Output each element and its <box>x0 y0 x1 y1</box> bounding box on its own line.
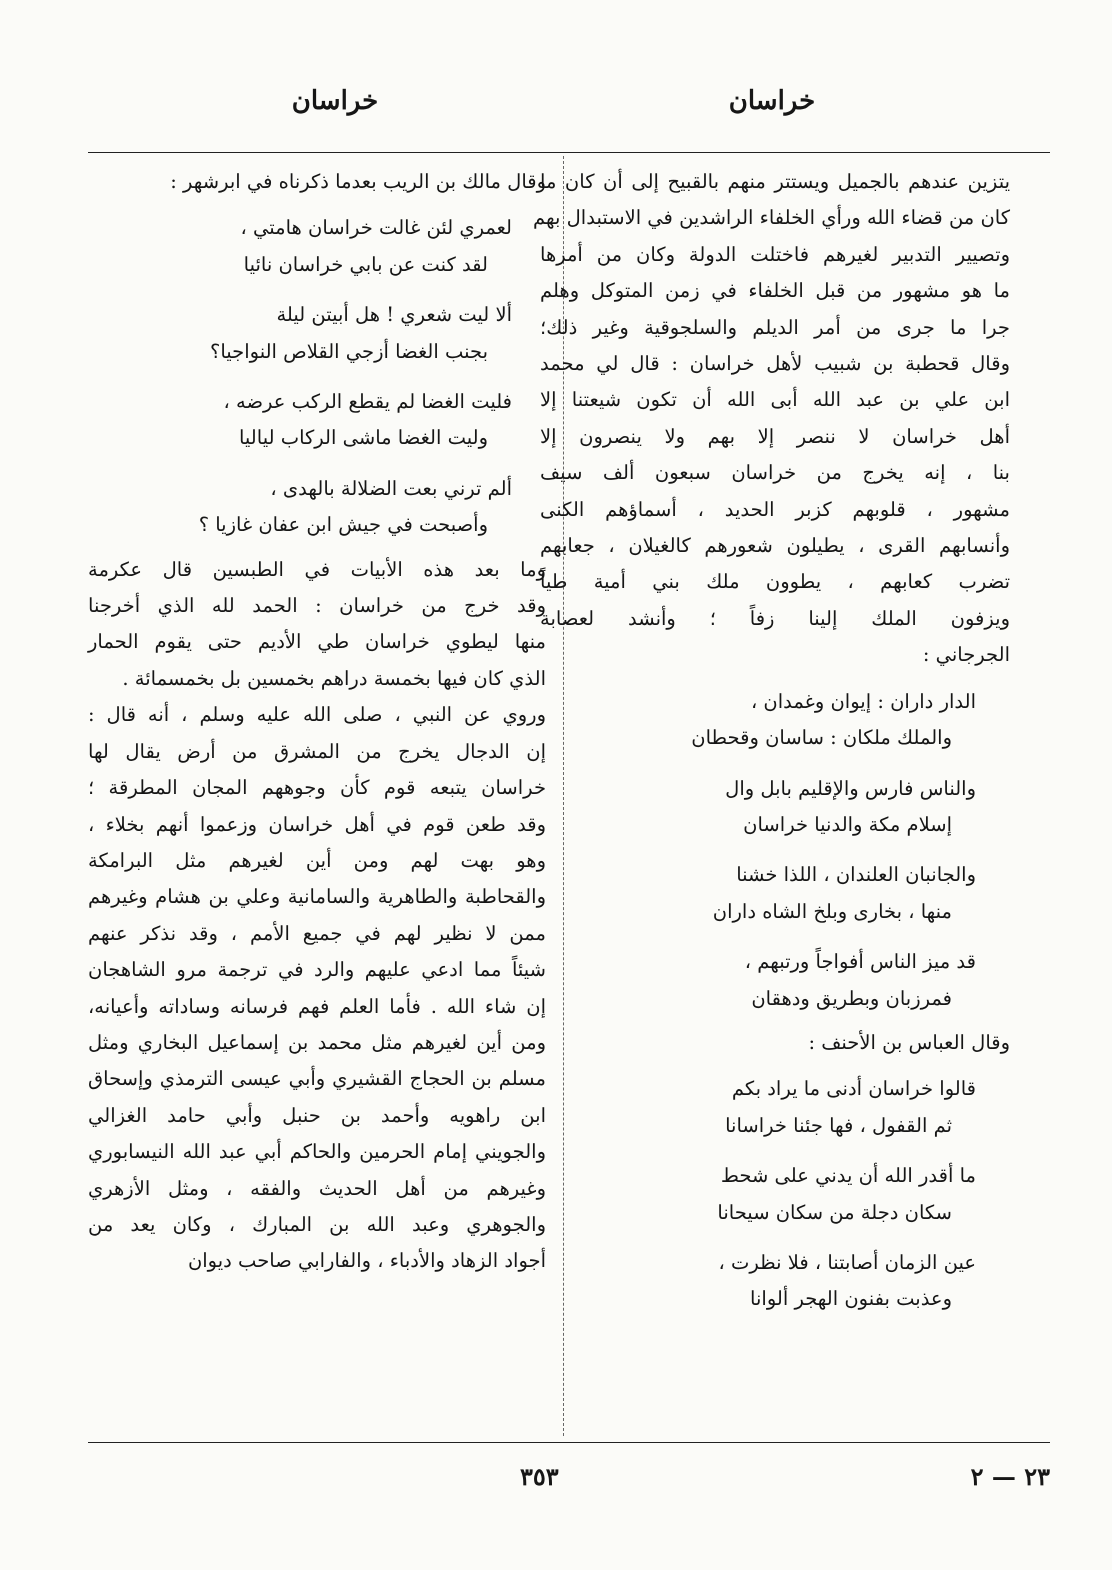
right-column <box>533 164 1010 1326</box>
text-line: كان من قضاء الله ورأي الخلفاء الراشدين في الاستبدال بهم <box>533 206 1010 230</box>
text-line: ابن علي بن عبد الله أبى الله أن تكون شيعتنا إلا <box>540 388 1010 412</box>
header-rule <box>88 152 1050 153</box>
text-line: تضرب كعابهم ، يطوون ملك بني أمية طياً <box>540 570 1010 594</box>
verse-hemistich: ثم القفول ، فها جئنا خراسانا <box>725 1113 952 1137</box>
verse-hemistich: والجانبان العلندان ، اللذا خشنا <box>736 863 976 887</box>
verse-hemistich: لقد كنت عن بابي خراسان نائيا <box>243 252 488 276</box>
text-line: مسلم بن الحجاج القشيري وأبي عيسى الترمذي وإسحاق <box>88 1067 546 1091</box>
text-line: خراسان يتبعه قوم كأن وجوههم المجان المطرقة ؛ <box>88 776 546 800</box>
text-line: وقال العباس بن الأحنف : <box>808 1030 1010 1054</box>
text-line: وأنسابهم القرى ، يطيلون شعورهم كالغيلان ، جعابهم <box>540 534 1010 558</box>
text-line: وتصيير التدبير لغيرهم فاختلت الدولة وكان من أمرها <box>540 242 1010 266</box>
prose-paragraph <box>88 697 546 1280</box>
poem-intro <box>88 164 546 200</box>
text-line: ابن راهويه وأحمد بن حنبل وأبي حامد الغزالي <box>88 1103 546 1127</box>
text-line: وغيرهم من أهل الحديث والفقه ، ومثل الأزهري <box>88 1176 546 1200</box>
text-line: مشهور ، قلوبهم كزبر الحديد ، أسماؤهم الكنى <box>540 497 1010 521</box>
text-line: وقد خرج من خراسان : الحمد لله الذي أخرجنا <box>88 594 546 618</box>
text-line: وما بعد هذه الأبيات في الطبسين قال عكرمة <box>88 557 546 581</box>
verse-hemistich: ما أقدر الله أن يدني على شحط <box>720 1164 976 1188</box>
verse-hemistich: لعمري لئن غالت خراسان هامتي ، <box>240 216 512 240</box>
text-line: وهو بهت لهم ومن أين لغيرهم مثل البرامكة <box>88 848 546 872</box>
prose-paragraph <box>88 552 546 698</box>
text-line: أهل خراسان لا ننصر إلا بهم ولا ينصرون إلا <box>540 424 1010 448</box>
text-line: بنا ، إنه يخرج من خراسان سبعون ألف سيف <box>540 461 1010 485</box>
text-line: والقحاطبة والطاهرية والسامانية وعلي بن هشام وغيرهم <box>88 885 546 909</box>
text-line: وقد طعن قوم في أهل خراسان وزعموا أنهم بخلاء ، <box>88 812 546 836</box>
verse-hemistich: وأصبحت في جيش ابن عفان غازيا ؟ <box>198 513 488 537</box>
verse-hemistich: فمرزبان وبطريق ودهقان <box>751 986 952 1010</box>
signature-mark: ٢٣ — ٢ <box>970 1462 1050 1491</box>
text-line: ممن لا نظير لهم في جميع الأمم ، وقد نذكر عنهم <box>88 921 546 945</box>
poem-block <box>88 200 546 551</box>
text-line: وقال قحطبة بن شبيب لأهل خراسان : قال لي محمد <box>540 352 1010 376</box>
text-line: إن شاء الله . فأما العلم فهم فرسانه وساداته وأعيانه، <box>88 994 546 1018</box>
text-line: والجوهري وعبد الله بن المبارك ، وكان يعد من <box>88 1212 546 1236</box>
text-line: الذي كان فيها بخمسة دراهم بخمسين بل بخمسمائة . <box>122 666 546 690</box>
text-line: والجويني إمام الحرمين والحاكم أبي عبد الله النيسابوري <box>88 1140 546 1164</box>
page-number: ٣٥٣ <box>520 1462 559 1491</box>
text-line: وروي عن النبي ، صلى الله عليه وسلم ، أنه قال : <box>88 703 546 727</box>
text-line: يتزين عندهم بالجميل ويستتر منهم بالقبيح إلى أن كان ما <box>540 170 1010 193</box>
verse-hemistich: والملك ملكان : ساسان وقحطان <box>691 726 952 750</box>
text-line: منها ليطوي خراسان طي الأديم حتى يقوم الحمار <box>88 630 546 654</box>
verse-hemistich: الدار داران : إيوان وغمدان ، <box>750 689 976 713</box>
running-head-left: خراسان <box>291 86 379 116</box>
verse-hemistich: بجنب الغضا أزجي القلاص النواجيا؟ <box>210 339 488 363</box>
verse-hemistich: قالوا خراسان أدنى ما يراد بكم <box>731 1077 976 1101</box>
text-line: ما هو مشهور من قبل الخلفاء في زمن المتوكل وهلم <box>540 279 1010 303</box>
text-line: ومن أين لغيرهم مثل محمد بن إسماعيل البخاري ومثل <box>88 1030 546 1054</box>
text-line: شيئاً مما ادعي عليهم والرد في ترجمة مرو الشاهجان <box>88 958 546 982</box>
verse-hemistich: ألا ليت شعري ! هل أبيتن ليلة <box>276 303 512 327</box>
text-line: أجواد الزهاد والأدباء ، والفارابي صاحب ديوان <box>187 1249 546 1273</box>
poem-intro <box>540 1025 1010 1061</box>
footer-rule <box>88 1442 1050 1443</box>
verse-hemistich: والناس فارس والإقليم بابل وال <box>725 776 976 800</box>
text-line: جرا ما جرى من أمر الديلم والسلجوقية وغير ذلك؛ <box>540 315 1010 339</box>
text-line: إن الدجال يخرج من المشرق من أرض يقال لها <box>88 739 546 763</box>
verse-hemistich: عين الزمان أصابتنا ، فلا نظرت ، <box>718 1250 976 1274</box>
verse-hemistich: إسلام مكة والدنيا خراسان <box>743 812 952 836</box>
poem-block <box>540 674 1010 1025</box>
left-column <box>88 164 546 1280</box>
verse-hemistich: قد ميز الناس أفواجاً ورتبهم ، <box>744 950 976 974</box>
text-line: ويزفون الملك إلينا زفاً ؛ وأنشد لعصابة <box>540 606 1010 630</box>
verse-hemistich: فليت الغضا لم يقطع الركب عرضه ، <box>223 390 512 414</box>
text-line: الجرجاني : <box>922 643 1010 667</box>
prose-paragraph <box>533 164 1010 674</box>
running-head-right: خراسان <box>728 86 816 116</box>
poem-block <box>540 1061 1010 1325</box>
verse-hemistich: منها ، بخارى وبلخ الشاه داران <box>712 899 952 923</box>
verse-hemistich: سكان دجلة من سكان سيحانا <box>717 1200 952 1224</box>
verse-hemistich: ألم ترني بعت الضلالة بالهدى ، <box>270 476 512 500</box>
verse-hemistich: وعذبت بفنون الهجر ألوانا <box>750 1287 952 1311</box>
verse-hemistich: وليت الغضا ماشى الركاب لياليا <box>238 426 488 450</box>
text-line: وقال مالك بن الريب بعدما ذكرناه في ابرشهر : <box>170 170 546 193</box>
